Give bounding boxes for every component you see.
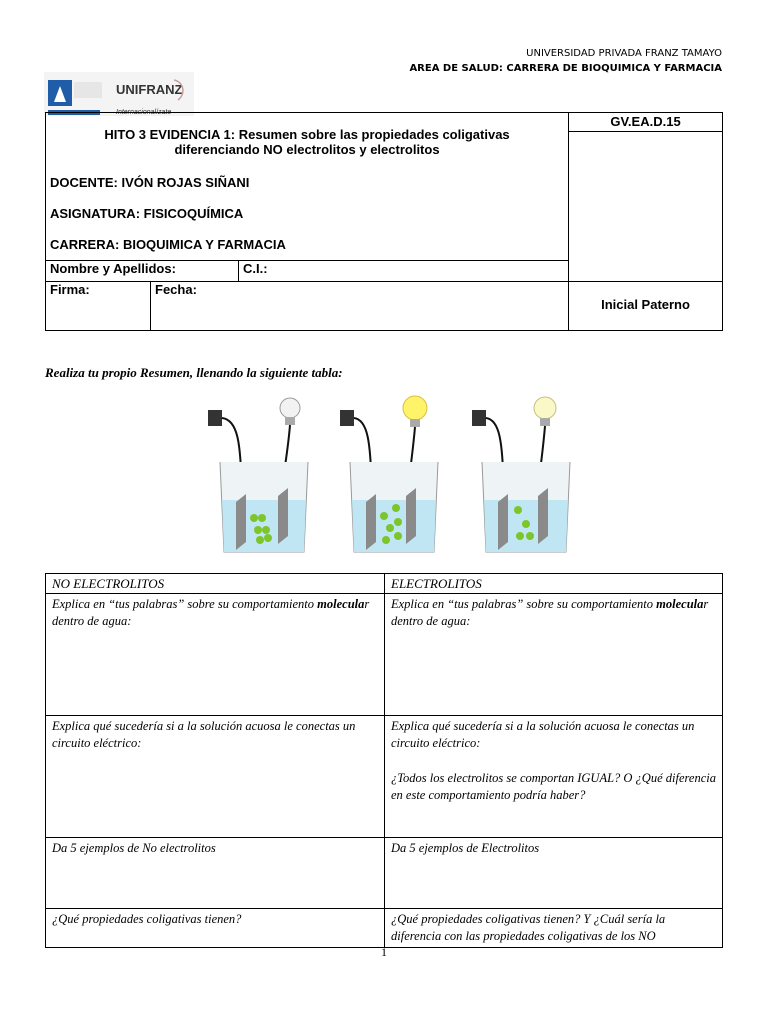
firma-label: Firma: bbox=[50, 282, 90, 297]
fecha-label: Fecha: bbox=[155, 282, 197, 297]
firma-field[interactable] bbox=[46, 282, 151, 331]
nombre-label: Nombre y Apellidos: bbox=[50, 261, 176, 276]
beaker-strong-electrolyte bbox=[340, 396, 438, 552]
header-info-cell bbox=[46, 113, 569, 261]
svg-text:Internacionalízate: Internacionalízate bbox=[116, 109, 172, 116]
prompt-r1c1-a: Explica en “tus palabras” sobre su comportamiento bbox=[52, 597, 315, 611]
worksheet-table bbox=[45, 573, 723, 948]
document-code: GV.EA.D.15 bbox=[569, 113, 722, 132]
col-header-no-electrolitos: NO ELECTROLITOS bbox=[46, 574, 385, 594]
prompt-r1c2-b: molecula bbox=[656, 597, 704, 611]
prompt-r2c2-extra: ¿Todos los electrolitos se comportan IGUAL? O ¿Qué diferencia en este comportamiento podría haber? bbox=[391, 771, 716, 802]
inicial-label: Inicial Paterno bbox=[601, 297, 690, 312]
instruction-text: Realiza tu propio Resumen, llenando la siguiente tabla: bbox=[45, 365, 343, 380]
title-line2: diferenciando NO electrolitos y electrolitos bbox=[174, 142, 440, 157]
code-cell bbox=[569, 113, 723, 282]
answer-cell-r2c2[interactable] bbox=[385, 716, 723, 838]
unifranz-logo bbox=[44, 72, 194, 116]
prompt-r2c2: Explica qué sucedería si a la solución acuosa le conectas un circuito eléctrico: bbox=[391, 719, 695, 750]
beaker-non-electrolyte bbox=[208, 398, 308, 552]
university-name: UNIVERSIDAD PRIVADA FRANZ TAMAYO bbox=[526, 48, 722, 59]
answer-cell-r4c2[interactable] bbox=[385, 909, 723, 948]
prompt-r3c2: Da 5 ejemplos de Electrolitos bbox=[391, 841, 540, 855]
docente-line: DOCENTE: IVÓN ROJAS SIÑANI bbox=[50, 175, 250, 190]
answer-cell-r3c2[interactable] bbox=[385, 838, 723, 909]
col-header-electrolitos: ELECTROLITOS bbox=[385, 574, 723, 594]
asignatura-line: ASIGNATURA: FISICOQUÍMICA bbox=[50, 206, 244, 221]
ci-field[interactable] bbox=[239, 261, 569, 282]
prompt-r4c2: ¿Qué propiedades coligativas tienen? Y ¿Cuál sería la diferencia con las propiedades coligativas de los NO bbox=[391, 912, 666, 943]
prompt-r2c1: Explica qué sucedería si a la solución acuosa le conectas un circuito eléctrico: bbox=[52, 719, 356, 750]
conductivity-illustration bbox=[200, 390, 580, 562]
nombre-field[interactable] bbox=[46, 261, 239, 282]
prompt-r4c1: ¿Qué propiedades coligativas tienen? bbox=[52, 912, 242, 926]
header-table bbox=[45, 112, 723, 331]
carrera-line: CARRERA: BIOQUIMICA Y FARMACIA bbox=[50, 237, 286, 252]
prompt-r1c1-b: molecula bbox=[317, 597, 365, 611]
answer-cell-r1c2[interactable] bbox=[385, 594, 723, 716]
answer-cell-r1c1[interactable] bbox=[46, 594, 385, 716]
prompt-r3c1: Da 5 ejemplos de No electrolitos bbox=[52, 841, 216, 855]
prompt-r1c2-c: r dentro de agua: bbox=[391, 597, 709, 628]
svg-text:UNIFRANZ: UNIFRANZ bbox=[116, 82, 183, 97]
beaker-weak-electrolyte bbox=[472, 397, 570, 552]
title-line1: HITO 3 EVIDENCIA 1: Resumen sobre las propiedades coligativas bbox=[104, 127, 510, 142]
page-number: 1 bbox=[381, 945, 387, 959]
prompt-r1c2-a: Explica en “tus palabras” sobre su comportamiento bbox=[391, 597, 654, 611]
ci-label: C.I.: bbox=[243, 261, 268, 276]
answer-cell-r2c1[interactable] bbox=[46, 716, 385, 838]
inicial-cell[interactable] bbox=[569, 282, 723, 331]
answer-cell-r4c1[interactable] bbox=[46, 909, 385, 948]
prompt-r1c1-c: r dentro de agua: bbox=[52, 597, 370, 628]
area-name: AREA DE SALUD: CARRERA DE BIOQUIMICA Y FARMACIA bbox=[409, 63, 722, 74]
answer-cell-r3c1[interactable] bbox=[46, 838, 385, 909]
fecha-field[interactable] bbox=[151, 282, 569, 331]
